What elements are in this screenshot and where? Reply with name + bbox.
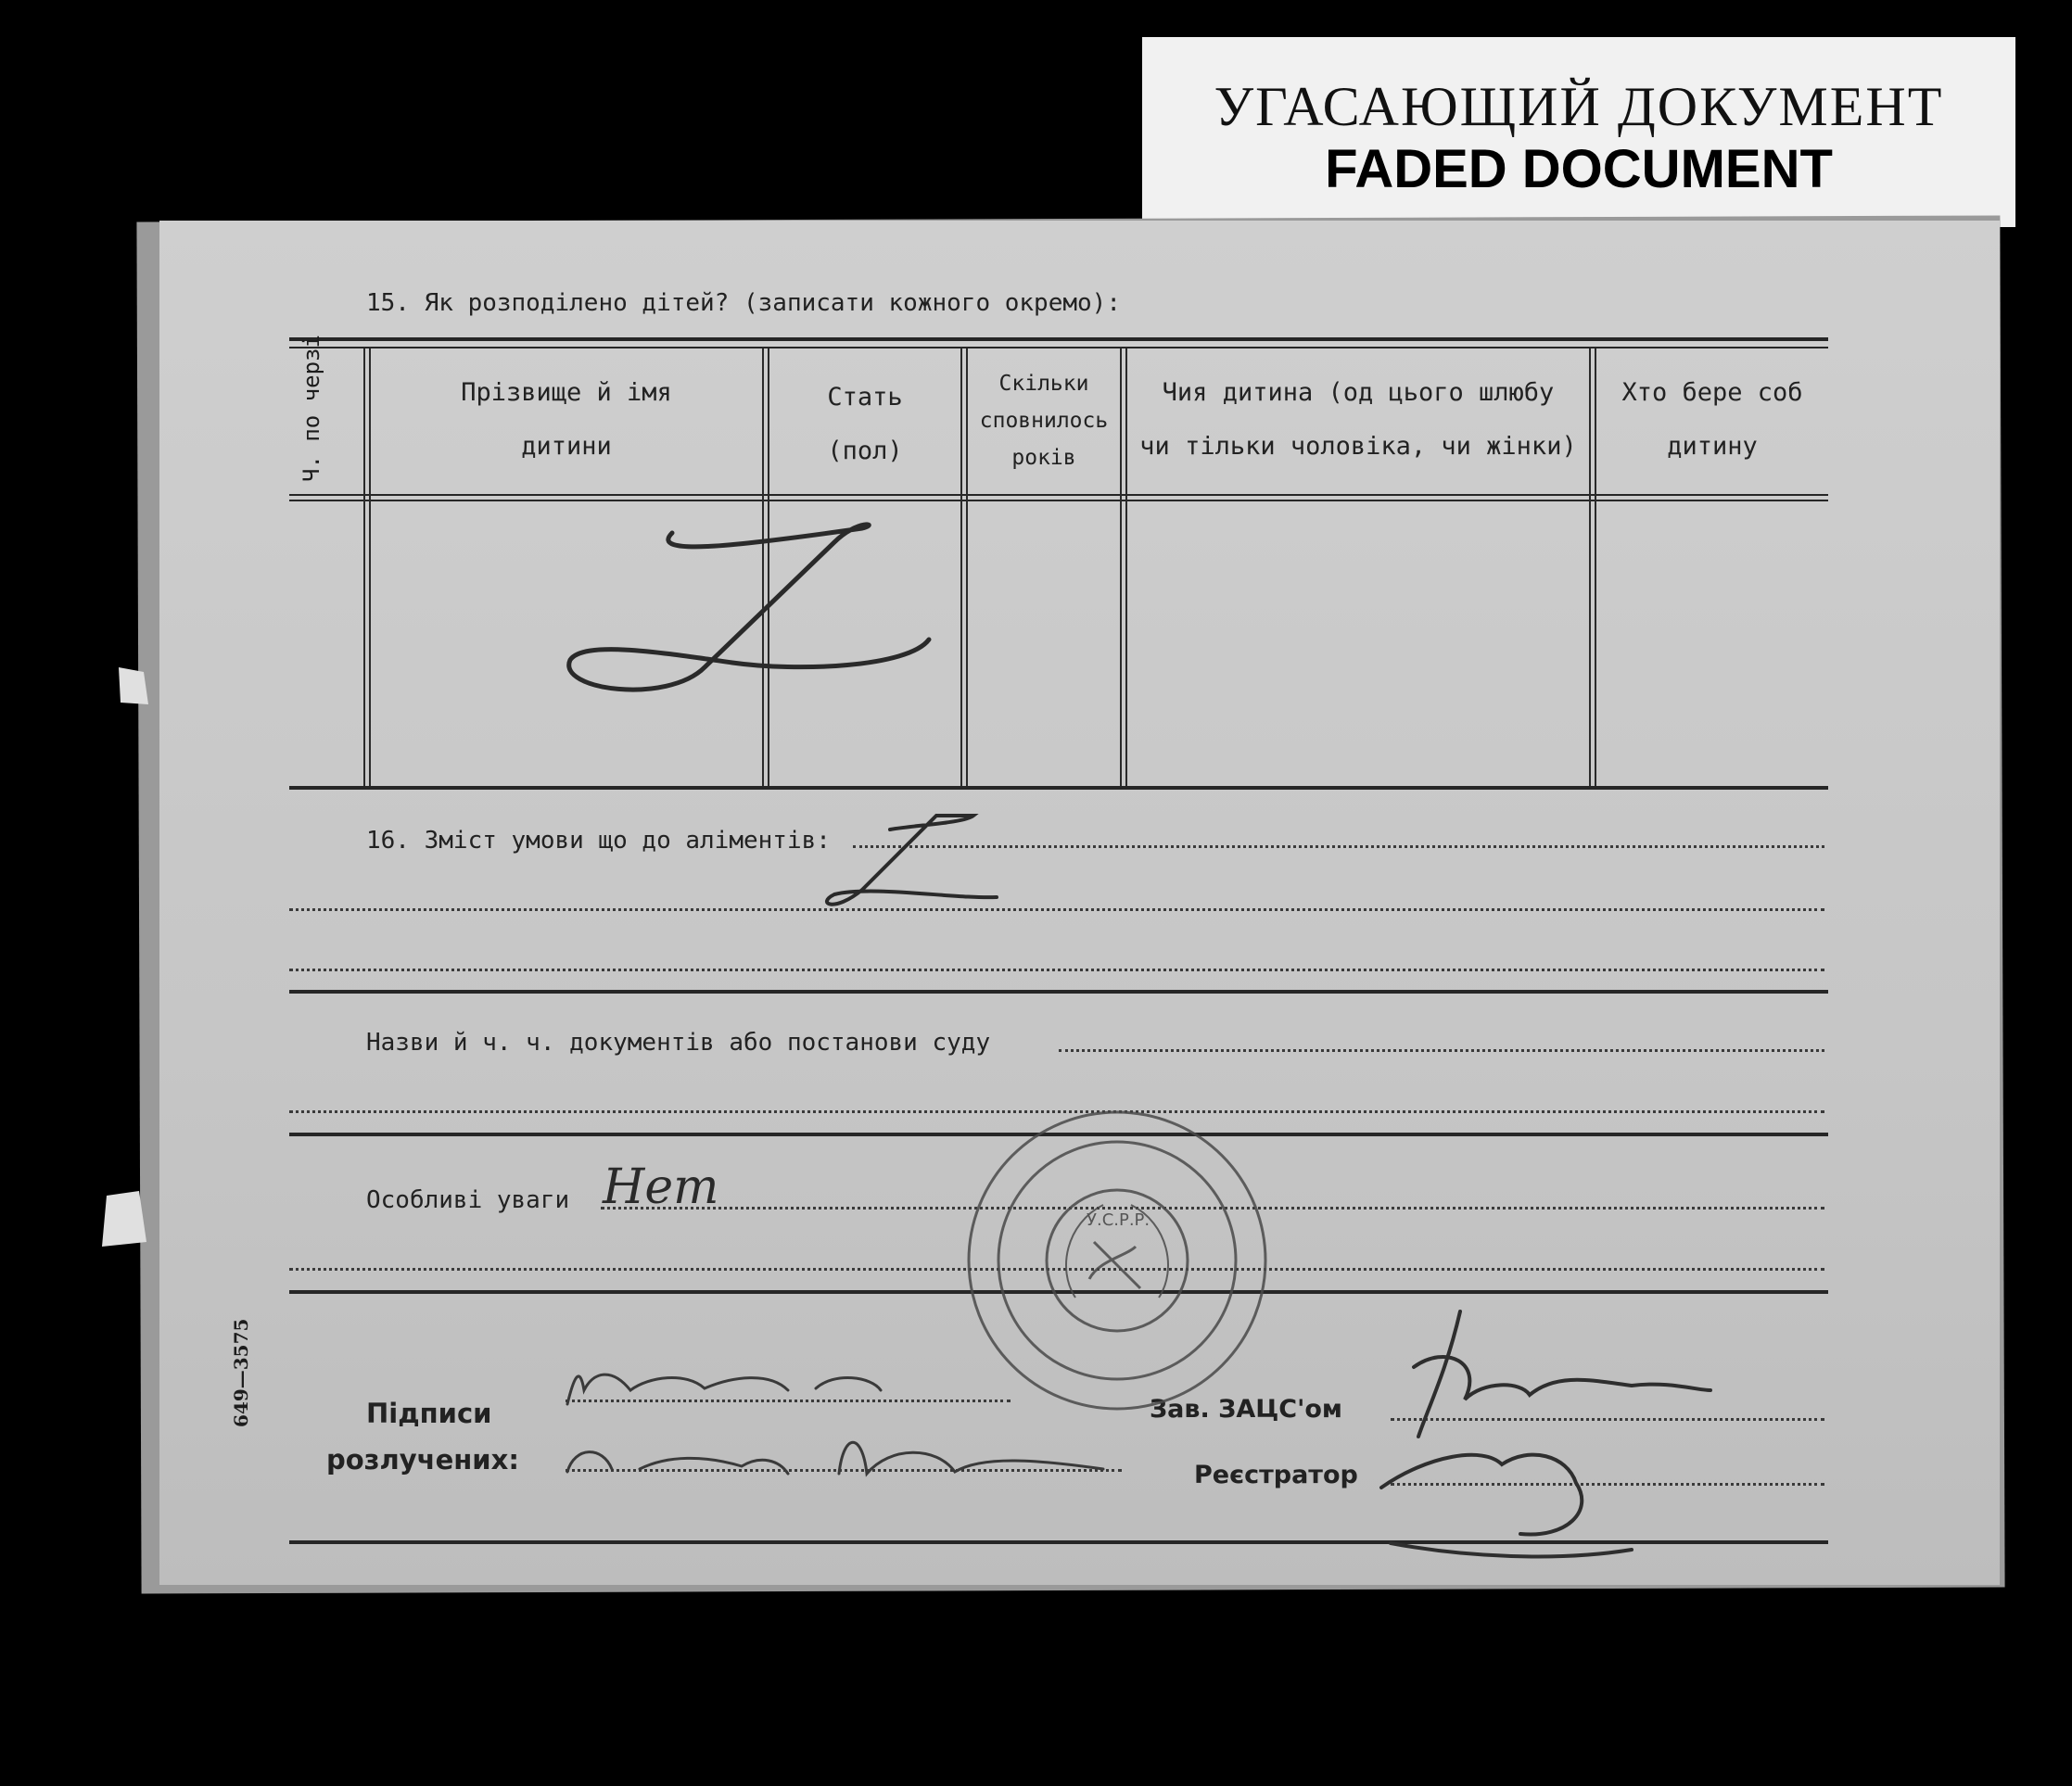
z-dash-mark-table <box>569 525 929 690</box>
faded-label-russian: УГАСАЮЩИЙ ДОКУМЕНТ <box>1214 76 1944 137</box>
registrar-signatures <box>1381 1311 1710 1556</box>
head-of-registry-label: Зав. ЗАЦС'ом <box>1150 1395 1342 1424</box>
section-15-title: 15. Як розподілено дітей? (записати кожного окремо): <box>366 289 1121 317</box>
official-stamp <box>969 1112 1265 1409</box>
header-number: Ч. по черзі <box>299 335 324 482</box>
signatures-label: Підписи <box>366 1398 492 1429</box>
notes-handwriting-text: Нет <box>603 1159 719 1215</box>
special-notes-label: Особливі уваги <box>366 1186 570 1214</box>
z-dash-mark-alimony <box>827 816 997 905</box>
documents-label: Назви й ч. ч. документів або постанови суду <box>366 1029 991 1057</box>
header-age: Скільки сповнилось років <box>979 372 1109 470</box>
registrar-label: Реєстратор <box>1194 1461 1358 1489</box>
header-child-name: Прізвище й імя дитини <box>461 378 672 461</box>
faded-label-english: FADED DOCUMENT <box>1325 139 1833 199</box>
binding-tear <box>102 667 148 1247</box>
header-who-takes-child: Хто бере соб дитину <box>1621 378 1803 461</box>
header-whose-child: Чия дитина (од цього шлюбу чи тільки чоловіка, чи жінки) <box>1139 378 1577 461</box>
serial-number: 649—3575 <box>230 1318 252 1427</box>
divorcee-signatures <box>567 1374 1103 1474</box>
section-16-label: 16. Зміст умови що до аліментів: <box>366 827 831 855</box>
header-sex: Стать (пол) <box>827 383 903 465</box>
stamp-center-text: У.С.Р.Р. <box>1087 1210 1150 1230</box>
notes-handwriting <box>602 1159 718 1215</box>
divorcees-label: розлучених: <box>326 1444 519 1476</box>
